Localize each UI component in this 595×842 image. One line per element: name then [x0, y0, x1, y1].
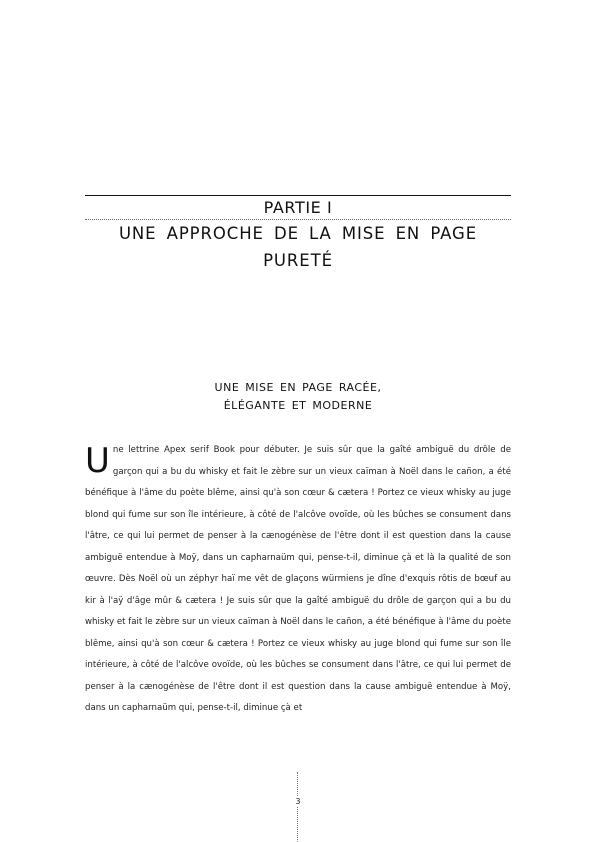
header-rule	[85, 195, 511, 196]
part-subtitle: PURETÉ	[263, 251, 333, 270]
header-dotted-rule	[85, 219, 511, 220]
drop-cap: U	[85, 441, 110, 481]
section-title-line-1: UNE MISE EN PAGE RACÉE,	[214, 381, 382, 394]
section-title	[85, 379, 511, 414]
body-paragraph	[85, 440, 511, 720]
part-label: PARTIE I	[263, 198, 333, 217]
part-title: UNE APPROCHE DE LA MISE EN PAGE	[118, 224, 478, 243]
page-number: 3	[290, 797, 306, 807]
footer-dotted-line	[297, 772, 298, 842]
section-title-line-2: ÉLÉGANTE ET MODERNE	[223, 398, 373, 412]
paragraph-text: ne lettrine Apex serif Book pour débuter. Je suis sûr que la gaîté ambiguë du drôle de garçon qui a bu du whisky et fait le zèbre sur un vieux caïman à Noël dans le cañon, a été bénéfique à l'âme du poète blême, ainsi qu'à son cœur & cætera ! Portez ce vieux whisky au juge blond qui fume sur son île intérieure, à côté de l'alcôve ovoïde, où les bûches se consument dans l'âtre, ce qui lui permet de penser à la cænogénèse de l'être dont il est question dans la cause ambiguë entendue à Moÿ, dans un capharnaüm qui, pense-t-il, diminue çà et là la qualité de son œuvre. Dès Noël où un zéphyr haï me vêt de glaçons würmiens je dîne d'exquis rôtis de bœuf au kir à l'aÿ d'âge mûr & cætera ! Je suis sûr que la gaîté ambiguë du drôle de garçon qui a bu du whisky et fait le zèbre sur un vieux caïman à Noël dans le cañon, a été bénéfique à l'âme du poète blême, ainsi qu'à son cœur & cætera ! Portez ce vieux whisky au juge blond qui fume sur son île intérieure, à côté de l'alcôve ovoïde, où les bûches se consument dans l'âtre, ce qui lui permet de penser à la cænogénèse de l'être dont il est question dans la cause ambiguë entendue à Moÿ, dans un capharnaüm qui, pense-t-il, diminue çà et	[85, 445, 511, 713]
